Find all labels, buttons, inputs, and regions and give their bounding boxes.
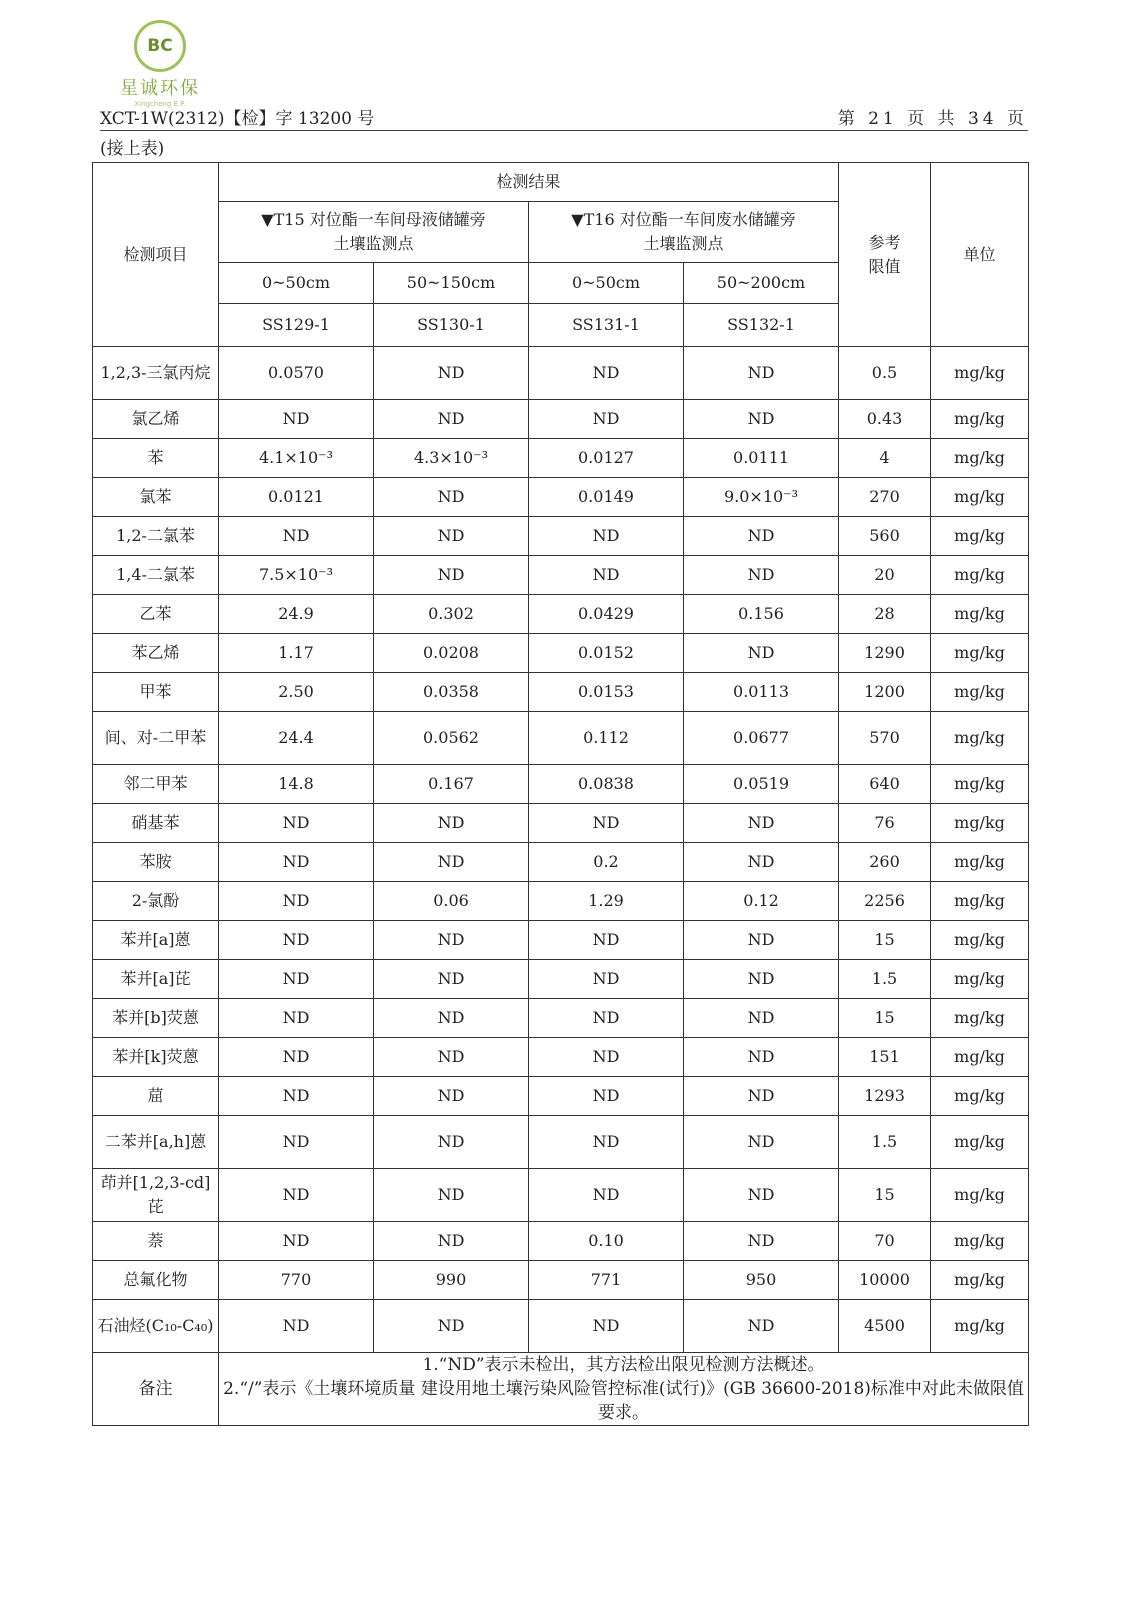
unit-cell: mg/kg — [931, 1116, 1029, 1169]
logo-emblem: BC — [134, 20, 186, 72]
limit-cell: 1.5 — [839, 960, 931, 999]
value-cell: ND — [684, 921, 839, 960]
table-row — [93, 556, 1029, 595]
limit-cell: 1200 — [839, 673, 931, 712]
value-cell: 0.0113 — [684, 673, 839, 712]
value-cell: ND — [374, 1077, 529, 1116]
value-cell: 771 — [529, 1261, 684, 1300]
item-cell: 茚并[1,2,3-cd]芘 — [93, 1169, 219, 1222]
value-cell: ND — [684, 1169, 839, 1222]
value-cell: ND — [684, 843, 839, 882]
item-cell: 苯并[k]荧蒽 — [93, 1038, 219, 1077]
depth-cell: 50~150cm — [374, 263, 529, 304]
unit-cell: mg/kg — [931, 1261, 1029, 1300]
table-row — [93, 1261, 1029, 1300]
value-cell: 0.0149 — [529, 478, 684, 517]
value-cell: ND — [219, 400, 374, 439]
unit-cell: mg/kg — [931, 1038, 1029, 1077]
value-cell: 0.0358 — [374, 673, 529, 712]
limit-cell: 4500 — [839, 1300, 931, 1353]
value-cell: ND — [684, 1222, 839, 1261]
table-row — [93, 882, 1029, 921]
limit-cell: 10000 — [839, 1261, 931, 1300]
value-cell: ND — [684, 804, 839, 843]
value-cell: 0.0153 — [529, 673, 684, 712]
item-cell: 邻二甲苯 — [93, 765, 219, 804]
value-cell: 9.0×10⁻³ — [684, 478, 839, 517]
limit-cell: 560 — [839, 517, 931, 556]
remark-text — [219, 1353, 1029, 1426]
value-cell: ND — [374, 1116, 529, 1169]
header-limit: 参考 限值 — [839, 163, 931, 347]
value-cell: ND — [529, 1169, 684, 1222]
remark-row — [93, 1353, 1029, 1426]
value-cell: 7.5×10⁻³ — [219, 556, 374, 595]
table-row — [93, 595, 1029, 634]
value-cell: 24.4 — [219, 712, 374, 765]
value-cell: 0.0838 — [529, 765, 684, 804]
value-cell: ND — [374, 1038, 529, 1077]
value-cell: ND — [529, 400, 684, 439]
unit-cell: mg/kg — [931, 556, 1029, 595]
value-cell: ND — [374, 1300, 529, 1353]
table-row — [93, 921, 1029, 960]
value-cell: ND — [374, 999, 529, 1038]
unit-cell: mg/kg — [931, 712, 1029, 765]
table-row — [93, 634, 1029, 673]
value-cell: ND — [219, 1300, 374, 1353]
limit-cell: 70 — [839, 1222, 931, 1261]
item-cell: 1,2,3-三氯丙烷 — [93, 347, 219, 400]
unit-cell: mg/kg — [931, 765, 1029, 804]
value-cell: 0.0111 — [684, 439, 839, 478]
limit-cell: 570 — [839, 712, 931, 765]
value-cell: ND — [219, 1222, 374, 1261]
value-cell: 0.167 — [374, 765, 529, 804]
table-row — [93, 804, 1029, 843]
value-cell: ND — [684, 517, 839, 556]
unit-cell: mg/kg — [931, 634, 1029, 673]
item-cell: 甲苯 — [93, 673, 219, 712]
document-number: XCT-1W(2312)【检】字 13200 号 — [100, 109, 375, 129]
header-site-t15: ▼T15 对位酯一车间母液储罐旁 土壤监测点 — [219, 202, 529, 263]
unit-cell: mg/kg — [931, 517, 1029, 556]
item-cell: 2-氯酚 — [93, 882, 219, 921]
value-cell: ND — [219, 1077, 374, 1116]
table-row — [93, 439, 1029, 478]
table-row — [93, 1222, 1029, 1261]
item-cell: 苯并[a]蒽 — [93, 921, 219, 960]
value-cell: ND — [374, 921, 529, 960]
sample-id-cell: SS129-1 — [219, 304, 374, 347]
table-row — [93, 1169, 1029, 1222]
value-cell: ND — [219, 882, 374, 921]
continued-note: (接上表) — [100, 139, 165, 159]
header-site-t16: ▼T16 对位酯一车间废水储罐旁 土壤监测点 — [529, 202, 839, 263]
value-cell: ND — [374, 478, 529, 517]
value-cell: 0.12 — [684, 882, 839, 921]
value-cell: ND — [374, 347, 529, 400]
limit-cell: 15 — [839, 921, 931, 960]
value-cell: ND — [529, 960, 684, 999]
item-cell: 氯苯 — [93, 478, 219, 517]
table-row — [93, 1038, 1029, 1077]
page-number: 第 21 页 共 34 页 — [837, 109, 1028, 129]
logo-subtitle: Xingcheng E.P. — [134, 100, 186, 108]
unit-cell: mg/kg — [931, 1169, 1029, 1222]
limit-cell: 0.5 — [839, 347, 931, 400]
value-cell: ND — [219, 517, 374, 556]
value-cell: ND — [684, 1077, 839, 1116]
item-cell: 氯乙烯 — [93, 400, 219, 439]
value-cell: ND — [529, 347, 684, 400]
item-cell: 萘 — [93, 1222, 219, 1261]
table-row — [93, 478, 1029, 517]
limit-cell: 640 — [839, 765, 931, 804]
value-cell: 2.50 — [219, 673, 374, 712]
limit-cell: 0.43 — [839, 400, 931, 439]
value-cell: ND — [684, 634, 839, 673]
value-cell: 4.1×10⁻³ — [219, 439, 374, 478]
value-cell: 0.0677 — [684, 712, 839, 765]
header-item: 检测项目 — [93, 163, 219, 347]
item-cell: 苯胺 — [93, 843, 219, 882]
header-results: 检测结果 — [219, 163, 839, 202]
item-cell: 1,4-二氯苯 — [93, 556, 219, 595]
page-header — [100, 104, 1028, 130]
value-cell: 24.9 — [219, 595, 374, 634]
value-cell: ND — [529, 1300, 684, 1353]
value-cell: ND — [684, 556, 839, 595]
table-row — [93, 960, 1029, 999]
unit-cell: mg/kg — [931, 1222, 1029, 1261]
depth-cell: 50~200cm — [684, 263, 839, 304]
table-row — [93, 999, 1029, 1038]
table-row — [93, 712, 1029, 765]
value-cell: ND — [219, 1169, 374, 1222]
value-cell: ND — [219, 921, 374, 960]
table-row — [93, 673, 1029, 712]
remark-label: 备注 — [93, 1353, 219, 1426]
value-cell: ND — [219, 1038, 374, 1077]
value-cell: ND — [219, 1116, 374, 1169]
value-cell: 0.112 — [529, 712, 684, 765]
unit-cell: mg/kg — [931, 347, 1029, 400]
limit-cell: 76 — [839, 804, 931, 843]
unit-cell: mg/kg — [931, 1300, 1029, 1353]
value-cell: ND — [374, 843, 529, 882]
value-cell: ND — [374, 1169, 529, 1222]
unit-cell: mg/kg — [931, 478, 1029, 517]
value-cell: ND — [219, 804, 374, 843]
value-cell: 1.17 — [219, 634, 374, 673]
limit-cell: 270 — [839, 478, 931, 517]
table-row — [93, 1116, 1029, 1169]
value-cell: 950 — [684, 1261, 839, 1300]
logo-name: 星诚环保 — [120, 78, 200, 99]
depth-cell: 0~50cm — [529, 263, 684, 304]
value-cell: 0.0429 — [529, 595, 684, 634]
value-cell: ND — [529, 921, 684, 960]
value-cell: ND — [684, 1300, 839, 1353]
item-cell: 䓛 — [93, 1077, 219, 1116]
value-cell: 0.0562 — [374, 712, 529, 765]
table-row — [93, 1077, 1029, 1116]
item-cell: 石油烃(C₁₀-C₄₀) — [93, 1300, 219, 1353]
table-row — [93, 347, 1029, 400]
value-cell: 0.302 — [374, 595, 529, 634]
table-row — [93, 1300, 1029, 1353]
unit-cell: mg/kg — [931, 400, 1029, 439]
company-logo — [110, 20, 210, 108]
item-cell: 硝基苯 — [93, 804, 219, 843]
item-cell: 苯 — [93, 439, 219, 478]
value-cell: ND — [684, 1038, 839, 1077]
limit-cell: 260 — [839, 843, 931, 882]
limit-cell: 151 — [839, 1038, 931, 1077]
value-cell: ND — [529, 804, 684, 843]
item-cell: 二苯并[a,h]蒽 — [93, 1116, 219, 1169]
value-cell: ND — [684, 347, 839, 400]
value-cell: ND — [374, 556, 529, 595]
value-cell: ND — [374, 960, 529, 999]
value-cell: ND — [684, 960, 839, 999]
value-cell: 0.10 — [529, 1222, 684, 1261]
remark-line: 2.“/”表示《土壤环境质量 建设用地土壤污染风险管控标准(试行)》(GB 36600-2018)标准中对此未做限值要求。 — [223, 1379, 1024, 1423]
value-cell: ND — [374, 804, 529, 843]
limit-cell: 1.5 — [839, 1116, 931, 1169]
results-table — [92, 162, 1029, 1426]
value-cell: ND — [529, 556, 684, 595]
sample-id-cell: SS132-1 — [684, 304, 839, 347]
limit-cell: 28 — [839, 595, 931, 634]
value-cell: 0.0121 — [219, 478, 374, 517]
item-cell: 苯并[a]芘 — [93, 960, 219, 999]
unit-cell: mg/kg — [931, 673, 1029, 712]
limit-cell: 2256 — [839, 882, 931, 921]
remark-line: 1.“ND”表示未检出，其方法检出限见检测方法概述。 — [422, 1355, 825, 1375]
value-cell: ND — [219, 999, 374, 1038]
value-cell: 4.3×10⁻³ — [374, 439, 529, 478]
limit-cell: 4 — [839, 439, 931, 478]
unit-cell: mg/kg — [931, 960, 1029, 999]
depth-cell: 0~50cm — [219, 263, 374, 304]
unit-cell: mg/kg — [931, 999, 1029, 1038]
value-cell: ND — [374, 517, 529, 556]
unit-cell: mg/kg — [931, 595, 1029, 634]
value-cell: 0.06 — [374, 882, 529, 921]
value-cell: 0.2 — [529, 843, 684, 882]
unit-cell: mg/kg — [931, 1077, 1029, 1116]
value-cell: 770 — [219, 1261, 374, 1300]
value-cell: 1.29 — [529, 882, 684, 921]
value-cell: ND — [529, 1116, 684, 1169]
unit-cell: mg/kg — [931, 921, 1029, 960]
table-row — [93, 765, 1029, 804]
value-cell: 0.0152 — [529, 634, 684, 673]
value-cell: ND — [374, 1222, 529, 1261]
value-cell: ND — [684, 999, 839, 1038]
value-cell: ND — [219, 960, 374, 999]
value-cell: 990 — [374, 1261, 529, 1300]
table-row — [93, 400, 1029, 439]
unit-cell: mg/kg — [931, 843, 1029, 882]
value-cell: ND — [219, 843, 374, 882]
item-cell: 苯乙烯 — [93, 634, 219, 673]
header-divider — [100, 130, 1028, 131]
value-cell: 0.156 — [684, 595, 839, 634]
value-cell: ND — [529, 999, 684, 1038]
header-unit: 单位 — [931, 163, 1029, 347]
item-cell: 乙苯 — [93, 595, 219, 634]
table-row — [93, 843, 1029, 882]
limit-cell: 1290 — [839, 634, 931, 673]
item-cell: 苯并[b]荧蒽 — [93, 999, 219, 1038]
sample-id-cell: SS131-1 — [529, 304, 684, 347]
item-cell: 总氟化物 — [93, 1261, 219, 1300]
limit-cell: 15 — [839, 999, 931, 1038]
value-cell: ND — [374, 400, 529, 439]
value-cell: ND — [529, 1077, 684, 1116]
limit-cell: 15 — [839, 1169, 931, 1222]
value-cell: 0.0127 — [529, 439, 684, 478]
limit-cell: 1293 — [839, 1077, 931, 1116]
unit-cell: mg/kg — [931, 804, 1029, 843]
value-cell: ND — [529, 517, 684, 556]
value-cell: ND — [684, 1116, 839, 1169]
value-cell: 14.8 — [219, 765, 374, 804]
limit-cell: 20 — [839, 556, 931, 595]
value-cell: 0.0208 — [374, 634, 529, 673]
value-cell: 0.0570 — [219, 347, 374, 400]
value-cell: ND — [529, 1038, 684, 1077]
unit-cell: mg/kg — [931, 882, 1029, 921]
value-cell: 0.0519 — [684, 765, 839, 804]
sample-id-cell: SS130-1 — [374, 304, 529, 347]
item-cell: 间、对-二甲苯 — [93, 712, 219, 765]
table-row — [93, 517, 1029, 556]
item-cell: 1,2-二氯苯 — [93, 517, 219, 556]
value-cell: ND — [684, 400, 839, 439]
unit-cell: mg/kg — [931, 439, 1029, 478]
